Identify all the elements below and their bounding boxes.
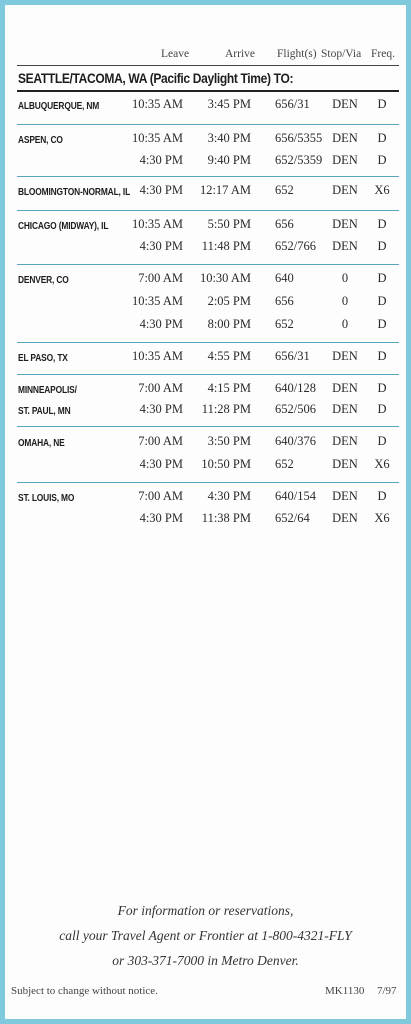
flight-flight: 656/31 xyxy=(275,349,310,363)
col-header-leave: Leave xyxy=(161,48,190,60)
flight-freq: D xyxy=(377,271,387,285)
flight-freq: D xyxy=(377,131,387,145)
destination-name: DENVER, CO xyxy=(18,274,69,286)
flight-freq: X6 xyxy=(374,511,390,525)
flight-stop: DEN xyxy=(332,97,358,111)
flight-flight: 652 xyxy=(275,183,294,197)
flight-freq: D xyxy=(377,434,387,448)
footer-line-3: or 303-371-7000 in Metro Denver. xyxy=(112,953,299,968)
flight-arrive: 9:40 PM xyxy=(207,153,251,167)
flight-flight: 640/128 xyxy=(275,381,316,395)
destination-name: MINNEAPOLIS/ xyxy=(18,384,77,396)
section-divider xyxy=(17,264,399,265)
header-rule xyxy=(17,65,399,66)
flight-leave: 4:30 PM xyxy=(139,183,183,197)
flight-flight: 652/5359 xyxy=(275,153,323,167)
footer-line-2: call your Travel Agent or Frontier at 1-800-4321-FLY xyxy=(59,928,352,943)
destination-name: ALBUQUERQUE, NM xyxy=(18,100,100,112)
flight-stop: DEN xyxy=(332,217,358,231)
col-header-stop: Stop/Via xyxy=(321,48,362,60)
destination-name: ST. PAUL, MN xyxy=(18,405,71,417)
flight-stop: DEN xyxy=(332,131,358,145)
flight-stop: DEN xyxy=(332,402,358,416)
flight-flight: 640 xyxy=(275,271,294,285)
flight-stop: DEN xyxy=(332,183,358,197)
flight-arrive: 8:00 PM xyxy=(207,317,251,331)
flight-leave: 4:30 PM xyxy=(139,153,183,167)
section-divider xyxy=(17,342,399,343)
flight-stop: DEN xyxy=(332,349,358,363)
flight-stop: DEN xyxy=(332,511,358,525)
flight-leave: 7:00 AM xyxy=(138,434,183,448)
flight-arrive: 12:17 AM xyxy=(199,183,251,197)
flight-leave: 4:30 PM xyxy=(139,239,183,253)
flight-arrive: 4:15 PM xyxy=(207,381,251,395)
flight-freq: D xyxy=(377,217,387,231)
col-header-arrive: Arrive xyxy=(225,48,256,60)
destination-name: OMAHA, NE xyxy=(18,437,65,449)
flight-flight: 652/64 xyxy=(275,511,310,525)
flight-freq: X6 xyxy=(374,183,390,197)
flight-flight: 652/506 xyxy=(275,402,316,416)
form-code: MK1130 xyxy=(325,985,365,997)
flight-leave: 10:35 AM xyxy=(131,217,183,231)
origin-title: SEATTLE/TACOMA, WA (Pacific Daylight Time) TO: xyxy=(18,70,294,86)
flight-flight: 640/376 xyxy=(275,434,316,448)
flight-freq: D xyxy=(377,489,387,503)
footer-line-1: For information or reservations, xyxy=(117,903,294,918)
flight-leave: 10:35 AM xyxy=(131,349,183,363)
flight-arrive: 10:30 AM xyxy=(199,271,251,285)
destination-name: CHICAGO (MIDWAY), IL xyxy=(18,220,109,232)
flight-leave: 7:00 AM xyxy=(138,381,183,395)
section-divider xyxy=(17,374,399,375)
flight-flight: 652/766 xyxy=(275,239,316,253)
flight-arrive: 10:50 PM xyxy=(201,457,251,471)
flight-stop: 0 xyxy=(341,294,349,308)
flight-flight: 656 xyxy=(275,217,294,231)
flight-leave: 10:35 AM xyxy=(131,131,183,145)
flight-flight: 652 xyxy=(275,457,294,471)
title-rule xyxy=(17,90,399,92)
disclaimer: Subject to change without notice. xyxy=(11,985,158,997)
flight-stop: DEN xyxy=(332,457,358,471)
flight-freq: D xyxy=(377,97,387,111)
flight-flight: 656/31 xyxy=(275,97,310,111)
flight-arrive: 3:40 PM xyxy=(207,131,251,145)
flight-arrive: 2:05 PM xyxy=(207,294,251,308)
section-divider xyxy=(17,176,399,177)
flight-flight: 656 xyxy=(275,294,294,308)
flight-freq: X6 xyxy=(374,457,390,471)
flight-arrive: 4:30 PM xyxy=(207,489,251,503)
col-header-flights: Flight(s) xyxy=(277,48,317,60)
flight-arrive: 11:48 PM xyxy=(201,239,251,253)
flight-freq: D xyxy=(377,239,387,253)
col-header-freq: Freq. xyxy=(371,48,395,60)
flight-stop: 0 xyxy=(341,317,349,331)
destination-name: ASPEN, CO xyxy=(18,134,63,146)
flight-stop: 0 xyxy=(341,271,349,285)
section-divider xyxy=(17,482,399,483)
timetable-page xyxy=(5,5,406,1019)
flight-arrive: 11:38 PM xyxy=(201,511,251,525)
flight-leave: 4:30 PM xyxy=(139,457,183,471)
flight-stop: DEN xyxy=(332,489,358,503)
flight-flight: 640/154 xyxy=(275,489,316,503)
flight-stop: DEN xyxy=(332,153,358,167)
flight-flight: 652 xyxy=(275,317,294,331)
flight-arrive: 3:45 PM xyxy=(207,97,251,111)
flight-stop: DEN xyxy=(332,381,358,395)
destination-name: EL PASO, TX xyxy=(18,352,68,364)
flight-arrive: 5:50 PM xyxy=(207,217,251,231)
flight-freq: D xyxy=(377,349,387,363)
print-date: 7/97 xyxy=(377,985,397,997)
flight-leave: 4:30 PM xyxy=(139,511,183,525)
flight-leave: 10:35 AM xyxy=(131,97,183,111)
flight-leave: 7:00 AM xyxy=(138,271,183,285)
flight-arrive: 4:55 PM xyxy=(207,349,251,363)
flight-leave: 10:35 AM xyxy=(131,294,183,308)
flight-leave: 7:00 AM xyxy=(138,489,183,503)
flight-freq: D xyxy=(377,294,387,308)
destination-name: BLOOMINGTON-NORMAL, IL xyxy=(18,186,131,198)
flight-arrive: 3:50 PM xyxy=(207,434,251,448)
section-divider xyxy=(17,124,399,125)
flight-freq: D xyxy=(377,381,387,395)
flight-freq: D xyxy=(377,153,387,167)
flight-leave: 4:30 PM xyxy=(139,402,183,416)
flight-flight: 656/5355 xyxy=(275,131,323,145)
flight-arrive: 11:28 PM xyxy=(201,402,251,416)
flight-stop: DEN xyxy=(332,434,358,448)
destination-name: ST. LOUIS, MO xyxy=(18,492,75,504)
flight-freq: D xyxy=(377,317,387,331)
flight-freq: D xyxy=(377,402,387,416)
section-divider xyxy=(17,426,399,427)
section-divider xyxy=(17,210,399,211)
flight-stop: DEN xyxy=(332,239,358,253)
flight-leave: 4:30 PM xyxy=(139,317,183,331)
